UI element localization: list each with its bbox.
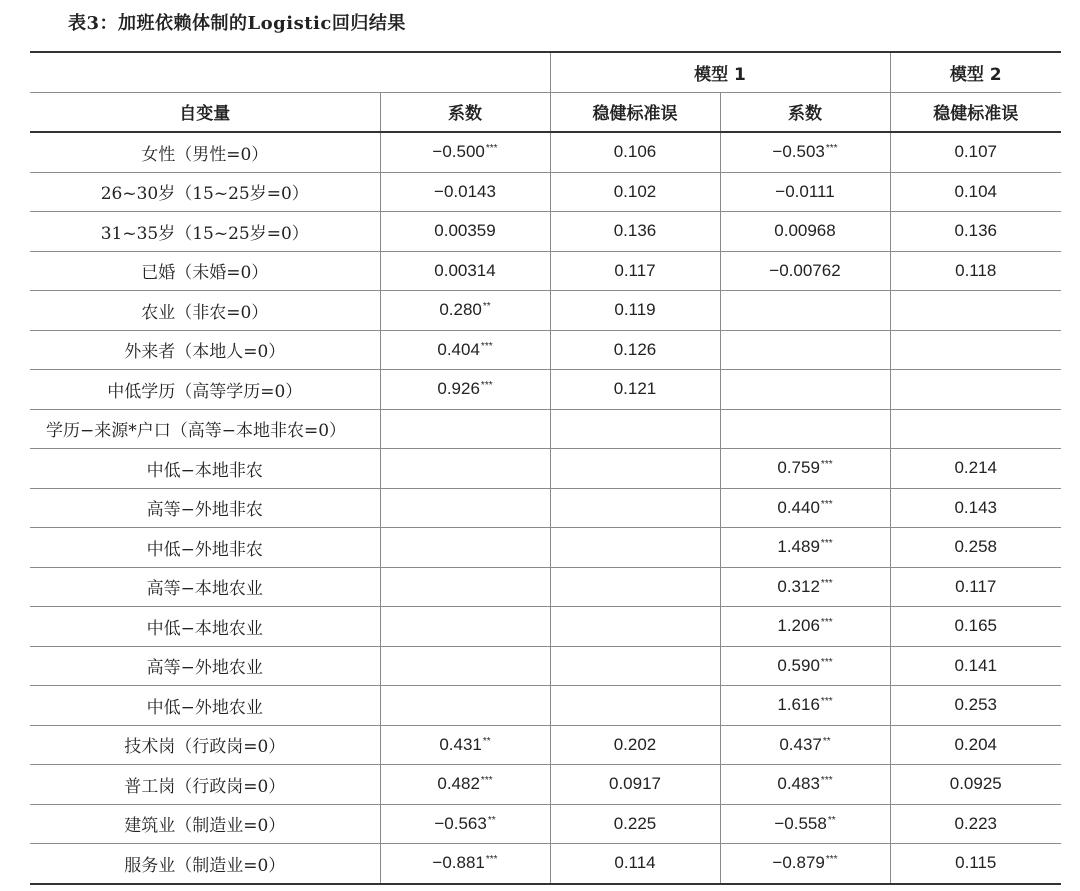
se-model2-cell (890, 686, 1061, 726)
se-model2-cell-value: 0.0925 (949, 774, 1002, 794)
coef-model2-cell (720, 212, 890, 252)
se-model2-cell-value: 0.115 (955, 853, 997, 873)
se-model1-cell (550, 291, 720, 331)
significance-stars: *** (485, 143, 498, 155)
coef-model1-cell (380, 291, 550, 331)
coef-model2-cell-value: −0.879 (772, 853, 825, 873)
coef-model1-cell (380, 132, 550, 172)
coef-model1-cell (380, 567, 550, 607)
se-model2-cell (890, 488, 1061, 528)
variable-label: 高等−本地农业 (30, 567, 380, 607)
se-model2-cell-value: 0.104 (954, 181, 998, 201)
variable-label: 建筑业（制造业=0） (30, 804, 380, 844)
variable-label: 已婚（未婚=0） (30, 251, 380, 291)
header-coef-model1: 系数 (380, 92, 550, 132)
coef-model1-cell-value: 0.00359 (434, 221, 496, 241)
se-model2-cell-value: 0.253 (954, 695, 998, 715)
header-model-1: 模型 1 (550, 52, 890, 92)
coef-model2-cell (720, 172, 890, 212)
coef-model1-cell (380, 804, 550, 844)
table-row (30, 686, 1061, 726)
variable-label: 高等−外地农业 (30, 646, 380, 686)
header-blank-cell (30, 52, 550, 92)
coef-model2-cell-value: 0.759 (777, 458, 820, 478)
coef-model1-cell (380, 212, 550, 252)
se-model1-cell (550, 409, 720, 449)
variable-label: 外来者（本地人=0） (30, 330, 380, 370)
significance-stars: *** (820, 696, 833, 708)
variable-label: 中低−外地非农 (30, 528, 380, 568)
coef-model1-cell (380, 172, 550, 212)
coef-model1-cell-value: 0.431 (439, 734, 482, 754)
coef-model1-cell (380, 528, 550, 568)
se-model1-cell-value: 0.225 (613, 813, 657, 833)
se-model2-cell (890, 844, 1061, 884)
se-model2-cell-value: 0.214 (954, 458, 998, 478)
coef-model2-cell (720, 607, 890, 647)
coef-model2-cell (720, 567, 890, 607)
coef-model2-cell-value: 0.00968 (774, 221, 836, 241)
se-model2-cell-value: 0.136 (954, 221, 998, 241)
se-model2-cell-value: 0.118 (955, 260, 997, 280)
table-row (30, 567, 1061, 607)
coef-model2-cell (720, 804, 890, 844)
se-model1-cell (550, 370, 720, 410)
significance-stars: ** (487, 814, 496, 826)
table-row (30, 804, 1061, 844)
coef-model1-cell (380, 607, 550, 647)
table-row (30, 212, 1061, 252)
coef-model1-cell (380, 646, 550, 686)
coef-model1-cell-value: −0.563 (434, 813, 487, 833)
header-row-columns (30, 92, 1061, 132)
table-row (30, 330, 1061, 370)
coef-model2-cell (720, 449, 890, 489)
table-row (30, 607, 1061, 647)
variable-label: 技术岗（行政岗=0） (30, 725, 380, 765)
se-model1-cell (550, 844, 720, 884)
se-model1-cell (550, 488, 720, 528)
se-model1-cell (550, 686, 720, 726)
variable-label: 农业（非农=0） (30, 291, 380, 331)
coef-model2-cell (720, 646, 890, 686)
coef-model2-cell-value: 0.483 (777, 774, 820, 794)
se-model2-cell-value: 0.141 (954, 655, 998, 675)
se-model1-cell-value: 0.102 (613, 181, 657, 201)
se-model2-cell (890, 765, 1061, 805)
se-model2-cell (890, 212, 1061, 252)
table-row (30, 844, 1061, 884)
se-model2-cell (890, 330, 1061, 370)
table-row (30, 370, 1061, 410)
coef-model1-cell (380, 725, 550, 765)
coef-model1-cell (380, 765, 550, 805)
table-row (30, 172, 1061, 212)
coef-model1-cell (380, 488, 550, 528)
se-model1-cell-value: 0.121 (613, 379, 657, 399)
coef-model1-cell (380, 686, 550, 726)
header-se-model1: 稳健标准误 (550, 92, 720, 132)
se-model1-cell (550, 212, 720, 252)
se-model2-cell (890, 291, 1061, 331)
se-model1-cell (550, 567, 720, 607)
coef-model2-cell (720, 686, 890, 726)
se-model2-cell-value: 0.107 (954, 142, 998, 162)
significance-stars: *** (825, 143, 838, 155)
table-row (30, 132, 1061, 172)
significance-stars: ** (482, 735, 491, 747)
significance-stars: ** (482, 301, 491, 313)
se-model2-cell-value: 0.117 (955, 576, 997, 596)
coef-model2-cell-value: 1.616 (777, 695, 820, 715)
se-model1-cell (550, 172, 720, 212)
table-row (30, 449, 1061, 489)
table-row (30, 725, 1061, 765)
se-model2-cell (890, 607, 1061, 647)
se-model2-cell-value: 0.143 (954, 497, 998, 517)
coef-model2-cell-value: −0.558 (774, 813, 827, 833)
se-model1-cell (550, 725, 720, 765)
se-model1-cell-value: 0.106 (613, 142, 657, 162)
se-model1-cell-value: 0.119 (614, 300, 656, 320)
header-model-2: 模型 2 (890, 52, 1061, 92)
table-row (30, 765, 1061, 805)
significance-stars: *** (820, 775, 833, 787)
coef-model2-cell (720, 132, 890, 172)
coef-model2-cell (720, 370, 890, 410)
coef-model2-cell (720, 291, 890, 331)
coef-model1-cell-value: −0.0143 (434, 181, 496, 201)
significance-stars: *** (820, 459, 833, 471)
coef-model1-cell (380, 409, 550, 449)
coef-model2-cell-value: 0.437 (779, 734, 822, 754)
variable-label: 中低−本地非农 (30, 449, 380, 489)
coef-model2-cell-value: 0.590 (777, 655, 820, 675)
se-model2-cell (890, 567, 1061, 607)
se-model1-cell-value: 0.126 (613, 339, 657, 359)
se-model1-cell-value: 0.114 (614, 853, 656, 873)
se-model1-cell (550, 132, 720, 172)
coef-model2-cell (720, 765, 890, 805)
regression-table (30, 51, 1061, 885)
coef-model2-cell (720, 725, 890, 765)
coef-model1-cell-value: −0.500 (432, 142, 485, 162)
se-model1-cell (550, 646, 720, 686)
coef-model2-cell (720, 844, 890, 884)
se-model1-cell (550, 765, 720, 805)
se-model2-cell (890, 251, 1061, 291)
header-variable: 自变量 (30, 92, 380, 132)
se-model1-cell-value: 0.117 (614, 260, 656, 280)
significance-stars: *** (820, 577, 833, 589)
table-row (30, 488, 1061, 528)
header-row-models (30, 52, 1061, 92)
se-model1-cell (550, 251, 720, 291)
table-row (30, 409, 1061, 449)
table-row (30, 291, 1061, 331)
coef-model2-cell (720, 409, 890, 449)
se-model2-cell (890, 804, 1061, 844)
variable-label: 31~35岁（15~25岁=0） (30, 212, 380, 252)
variable-label: 26~30岁（15~25岁=0） (30, 172, 380, 212)
variable-label: 中低学历（高等学历=0） (30, 370, 380, 410)
coef-model2-cell-value: 0.312 (777, 576, 820, 596)
variable-label: 中低−外地农业 (30, 686, 380, 726)
coef-model1-cell-value: 0.926 (437, 379, 480, 399)
se-model1-cell-value: 0.202 (613, 734, 657, 754)
se-model2-cell-value: 0.258 (954, 537, 998, 557)
coef-model1-cell (380, 844, 550, 884)
coef-model2-cell (720, 251, 890, 291)
significance-stars: ** (822, 735, 831, 747)
table-caption: 表3：加班依赖体制的Logistic回归结果 (68, 13, 406, 34)
coef-model2-cell-value: −0.503 (772, 142, 825, 162)
se-model1-cell-value: 0.0917 (609, 774, 661, 794)
coef-model1-cell (380, 370, 550, 410)
coef-model1-cell-value: 0.280 (439, 300, 482, 320)
se-model2-cell-value: 0.223 (954, 813, 998, 833)
coef-model2-cell-value: 1.206 (777, 616, 820, 636)
se-model1-cell-value: 0.136 (613, 221, 657, 241)
header-coef-model2: 系数 (720, 92, 890, 132)
variable-label: 服务业（制造业=0） (30, 844, 380, 884)
coef-model1-cell-value: 0.404 (437, 339, 480, 359)
coef-model2-cell-value: −0.0111 (775, 181, 835, 201)
table-body (30, 132, 1061, 884)
significance-stars: *** (480, 340, 493, 352)
variable-label: 女性（男性=0） (30, 132, 380, 172)
se-model2-cell (890, 370, 1061, 410)
significance-stars: *** (825, 854, 838, 866)
se-model1-cell (550, 804, 720, 844)
coef-model1-cell (380, 449, 550, 489)
se-model2-cell (890, 172, 1061, 212)
significance-stars: *** (820, 498, 833, 510)
coef-model2-cell-value: 0.440 (777, 497, 820, 517)
se-model2-cell (890, 409, 1061, 449)
se-model2-cell (890, 132, 1061, 172)
se-model1-cell (550, 607, 720, 647)
coef-model2-cell (720, 330, 890, 370)
se-model2-cell-value: 0.204 (954, 734, 998, 754)
significance-stars: *** (480, 380, 493, 392)
variable-label: 普工岗（行政岗=0） (30, 765, 380, 805)
coef-model1-cell-value: 0.00314 (434, 260, 496, 280)
variable-label: 高等−外地非农 (30, 488, 380, 528)
header-se-model2: 稳健标准误 (890, 92, 1061, 132)
significance-stars: *** (820, 538, 833, 550)
significance-stars: *** (485, 854, 498, 866)
coef-model2-cell (720, 528, 890, 568)
coef-model1-cell-value: −0.881 (432, 853, 485, 873)
significance-stars: *** (480, 775, 493, 787)
se-model1-cell (550, 528, 720, 568)
coef-model2-cell-value: −0.00762 (769, 260, 841, 280)
table-row (30, 528, 1061, 568)
significance-stars: *** (820, 656, 833, 668)
significance-stars: ** (827, 814, 836, 826)
se-model2-cell (890, 646, 1061, 686)
significance-stars: *** (820, 617, 833, 629)
se-model2-cell (890, 528, 1061, 568)
coef-model1-cell (380, 251, 550, 291)
se-model2-cell-value: 0.165 (954, 616, 998, 636)
se-model2-cell (890, 449, 1061, 489)
se-model1-cell (550, 330, 720, 370)
coef-model2-cell (720, 488, 890, 528)
variable-label: 学历−来源*户口（高等−本地非农=0） (30, 409, 380, 449)
se-model2-cell (890, 725, 1061, 765)
se-model1-cell (550, 449, 720, 489)
coef-model2-cell-value: 1.489 (777, 537, 820, 557)
variable-label: 中低−本地农业 (30, 607, 380, 647)
table-row (30, 646, 1061, 686)
coef-model1-cell-value: 0.482 (437, 774, 480, 794)
coef-model1-cell (380, 330, 550, 370)
table-row (30, 251, 1061, 291)
